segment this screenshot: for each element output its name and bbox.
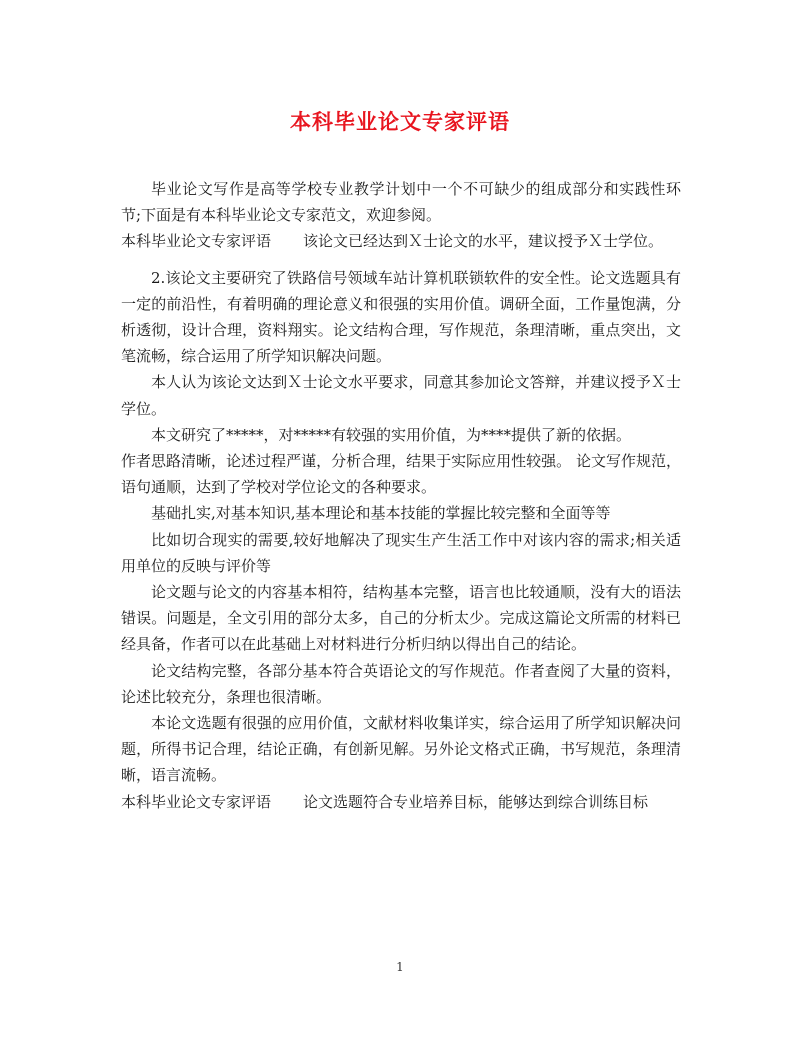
intro-paragraph: 毕业论文写作是高等学校专业教学计划中一个不可缺少的组成部分和实践性环节;下面是有本科毕业论文专家范文，欢迎参阅。 [121, 180, 681, 225]
review-heading-1-text: 该论文已经达到Ｘ士论文的水平，建议授予Ｘ士学位。 [303, 232, 664, 251]
paragraph-8: 论文题与论文的内容基本相符，结构基本完整，语言也比较通顺，没有大的语法错误。问题是，全文引用的部分太多，自己的分析太少。完成这篇论文所需的材料已经具备，作者可以在此基础上对材料进行分析归纳以得出自己的结论。 [121, 583, 681, 654]
document-title: 本科毕业论文专家评语 [290, 109, 510, 134]
review-heading-2-label: 本科毕业论文专家评语 [121, 792, 272, 811]
review-heading-2-text: 论文选题符合专业培养目标，能够达到综合训练目标 [303, 792, 649, 811]
paragraph-10: 本论文选题有很强的应用价值，文献材料收集详实，综合运用了所学知识解决问题，所得书记合理，结论正确，有创新见解。另外论文格式正确，书写规范，条理清晰，语言流畅。 [121, 714, 681, 785]
paragraph-3: 本人认为该论文达到Ｘ士论文水平要求，同意其参加论文答辩，并建议授予Ｘ士学位。 [121, 373, 681, 418]
paragraph-4: 本文研究了*****，对*****有较强的实用价值，为****提供了新的依据。 [151, 425, 632, 444]
document-body [121, 176, 681, 815]
paragraph-6: 基础扎实,对基本知识,基本理论和基本技能的掌握比较完整和全面等等 [151, 504, 611, 523]
paragraph-5: 作者思路清晰，论述过程严谨，分析合理，结果于实际应用性较强。 论文写作规范，语句通顺，达到了学校对学位论文的各种要求。 [121, 452, 681, 497]
review-heading-1 [121, 228, 681, 254]
review-heading-1-label: 本科毕业论文专家评语 [121, 232, 272, 251]
paragraph-7: 比如切合现实的需要,较好地解决了现实生产生活工作中对该内容的需求;相关适用单位的反映与评价等 [121, 530, 681, 575]
paragraph-9: 论文结构完整，各部分基本符合英语论文的写作规范。作者查阅了大量的资料，论述比较充分，条理也很清晰。 [121, 661, 681, 706]
review-heading-2 [121, 789, 681, 815]
paragraph-2: 2.该论文主要研究了铁路信号领域车站计算机联锁软件的安全性。论文选题具有一定的前沿性，有着明确的理论意义和很强的实用价值。调研全面，工作量饱满，分析透彻，设计合理，资料翔实。论文结构合理，写作规范，条理清晰，重点突出，文笔流畅，综合运用了所学知识解决问题。 [121, 268, 681, 366]
page-number: 1 [396, 960, 404, 974]
